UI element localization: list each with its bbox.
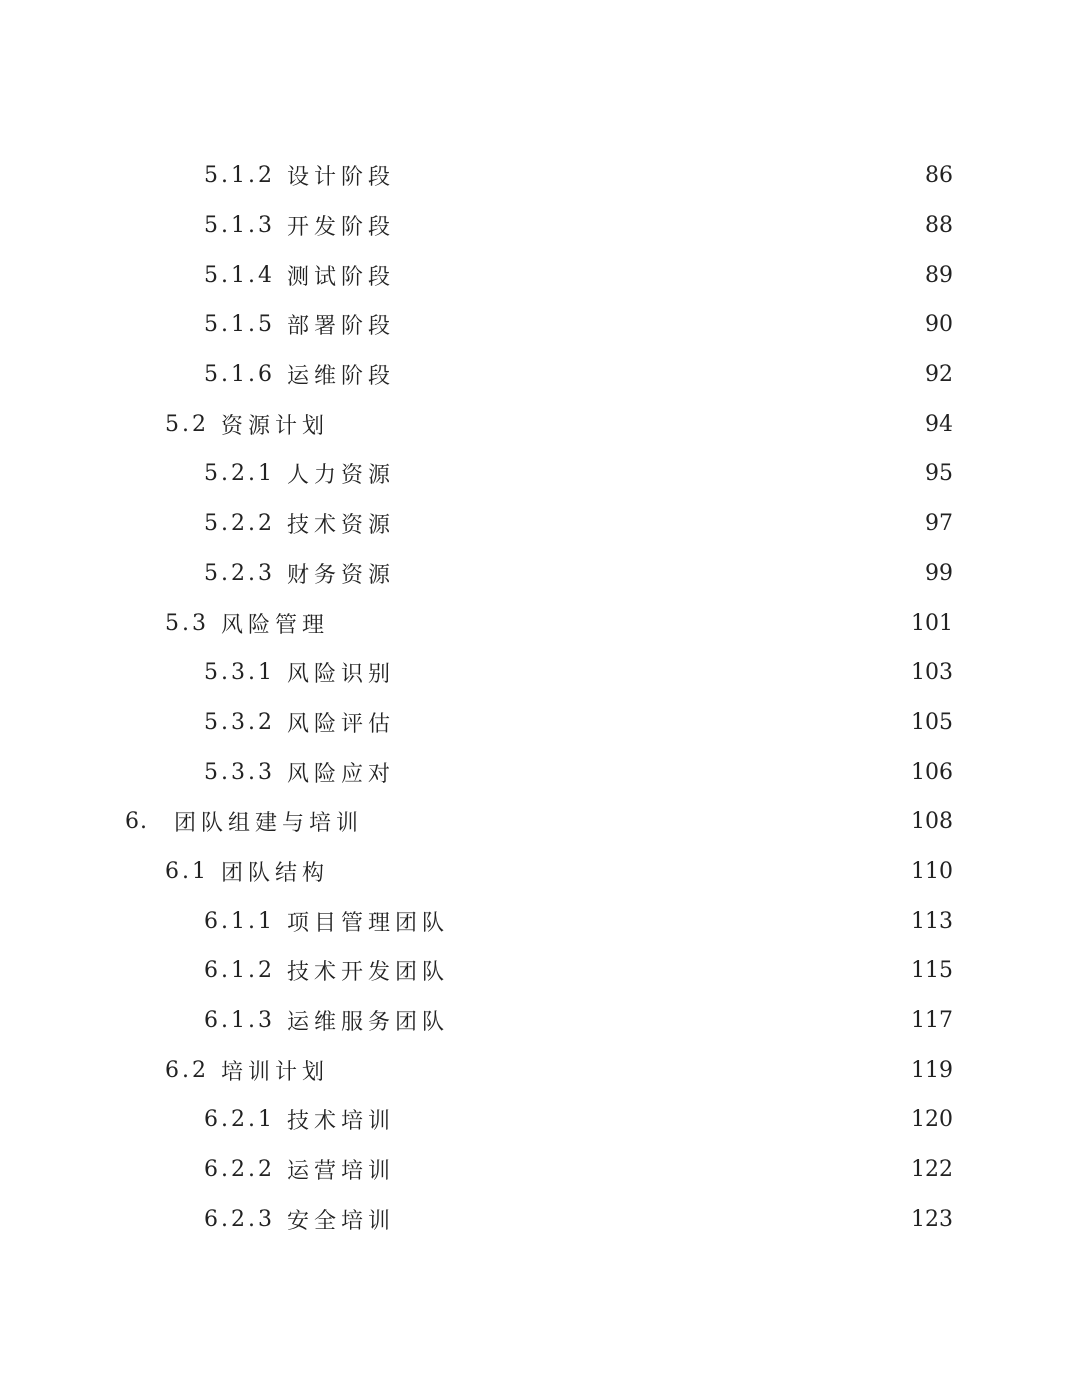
toc-entry[interactable] [0,151,1080,201]
toc-entry-title: 项目管理团队 [286,910,449,936]
dot-leader [401,1159,891,1181]
toc-entry[interactable] [0,250,1080,300]
toc-entry-page-number: 88 [925,213,953,239]
dot-leader [401,513,891,535]
toc-entry-page-number: 89 [925,262,953,288]
toc-entry-title: 开发阶段 [286,215,395,241]
toc-entry[interactable] [0,847,1080,897]
toc-entry[interactable] [0,698,1080,748]
dot-leader [455,1010,891,1032]
dot-leader [455,910,891,932]
toc-entry[interactable] [0,1095,1080,1145]
toc-entry-page-number: 86 [925,163,953,189]
toc-entry-number: 5.3 [165,610,209,636]
toc-entry-title: 风险评估 [286,711,395,737]
toc-entry-page-number: 115 [911,958,953,984]
toc-entry-number: 5.2.3 [204,560,275,586]
toc-entry-title: 团队组建与培训 [174,811,364,837]
toc-entry[interactable] [0,946,1080,996]
toc-entry-page-number: 90 [925,312,953,338]
toc-entry-title: 团队结构 [221,860,330,886]
dot-leader [401,264,891,286]
dot-leader [401,463,891,485]
toc-entry[interactable] [0,549,1080,599]
dot-leader [335,612,891,634]
toc-entry-number: 6.1 [165,858,209,884]
toc-entry-title: 技术资源 [286,513,395,539]
toc-entry[interactable] [0,399,1080,449]
toc-entry-number: 5.2 [165,411,209,437]
toc-entry[interactable] [0,1045,1080,1095]
toc-entry-page-number: 106 [911,759,953,785]
toc-entry-title: 财务资源 [286,562,395,588]
toc-entry-page-number: 108 [911,809,953,835]
dot-leader [335,413,891,435]
toc-entry-number: 6.2 [165,1057,209,1083]
toc-entry[interactable] [0,747,1080,797]
dot-leader [455,960,891,982]
toc-entry-number: 5.1.3 [204,213,275,239]
toc-entry-number: 5.1.2 [204,163,275,189]
toc-entry-number: 6.2.3 [204,1206,275,1232]
toc-entry-page-number: 123 [911,1206,953,1232]
toc-entry-number: 5.1.6 [204,362,275,388]
dot-leader [401,215,891,237]
toc-entry-number: 6.2.1 [204,1107,275,1133]
dot-leader [401,562,891,584]
toc-entry-page-number: 113 [911,908,953,934]
toc-entry-title: 运营培训 [286,1159,395,1185]
toc-entry-title: 培训计划 [221,1059,330,1085]
toc-entry[interactable] [0,598,1080,648]
toc-entry-page-number: 117 [911,1008,953,1034]
toc-entry-title: 运维服务团队 [286,1010,449,1036]
dot-leader [401,662,891,684]
toc-entry-page-number: 97 [925,511,953,537]
toc-entry[interactable] [0,1145,1080,1195]
toc-entry-page-number: 105 [911,709,953,735]
toc-entry-number: 6. [125,809,148,835]
toc-entry-page-number: 119 [911,1057,953,1083]
dot-leader [401,314,891,336]
dot-leader [335,860,891,882]
dot-leader [335,1059,891,1081]
toc-entry-number: 6.1.3 [204,1008,275,1034]
toc-entry[interactable] [0,300,1080,350]
toc-entry-page-number: 95 [925,461,953,487]
dot-leader [401,1208,891,1230]
toc-entry-number: 5.2.1 [204,461,275,487]
toc-entry[interactable] [0,201,1080,251]
dot-leader [401,761,891,783]
toc-entry-title: 运维阶段 [286,364,395,390]
toc-entry-number: 5.1.4 [204,262,275,288]
dot-leader [401,364,891,386]
toc-entry-number: 6.1.1 [204,908,275,934]
dot-leader [401,1109,891,1131]
toc-entry-number: 6.2.2 [204,1157,275,1183]
toc-entry-title: 技术培训 [286,1109,395,1135]
toc-entry[interactable] [0,896,1080,946]
dot-leader [369,811,891,833]
toc-entry-title: 风险应对 [286,761,395,787]
dot-leader [401,165,891,187]
toc-entry-title: 测试阶段 [286,264,395,290]
toc-entry-title: 风险识别 [286,662,395,688]
toc-entry-page-number: 94 [925,411,953,437]
toc-entry-page-number: 120 [911,1107,953,1133]
toc-entry-number: 5.3.3 [204,759,275,785]
toc-entry-number: 5.3.1 [204,660,275,686]
toc-entry[interactable] [0,1194,1080,1244]
toc-entry-page-number: 99 [925,560,953,586]
toc-entry-title: 技术开发团队 [286,960,449,986]
toc-entry-number: 6.1.2 [204,958,275,984]
toc-entry-title: 设计阶段 [286,165,395,191]
toc-entry-page-number: 103 [911,660,953,686]
toc-entry[interactable] [0,797,1080,847]
toc-entry-number: 5.1.5 [204,312,275,338]
toc-entry-page-number: 92 [925,362,953,388]
toc-entry-number: 5.2.2 [204,511,275,537]
toc-entry-page-number: 101 [911,610,953,636]
toc-entry-title: 部署阶段 [286,314,395,340]
dot-leader [401,711,891,733]
toc-entry[interactable] [0,499,1080,549]
toc-entry-title: 风险管理 [221,612,330,638]
toc-entry-title: 资源计划 [221,413,330,439]
toc-entry[interactable] [0,996,1080,1046]
toc-entry[interactable] [0,350,1080,400]
table-of-contents [0,151,1080,1244]
toc-entry-title: 人力资源 [286,463,395,489]
toc-entry[interactable] [0,648,1080,698]
toc-entry-page-number: 110 [911,858,953,884]
toc-entry-title: 安全培训 [286,1208,395,1234]
toc-entry-number: 5.3.2 [204,709,275,735]
toc-entry[interactable] [0,449,1080,499]
toc-entry-page-number: 122 [911,1157,953,1183]
